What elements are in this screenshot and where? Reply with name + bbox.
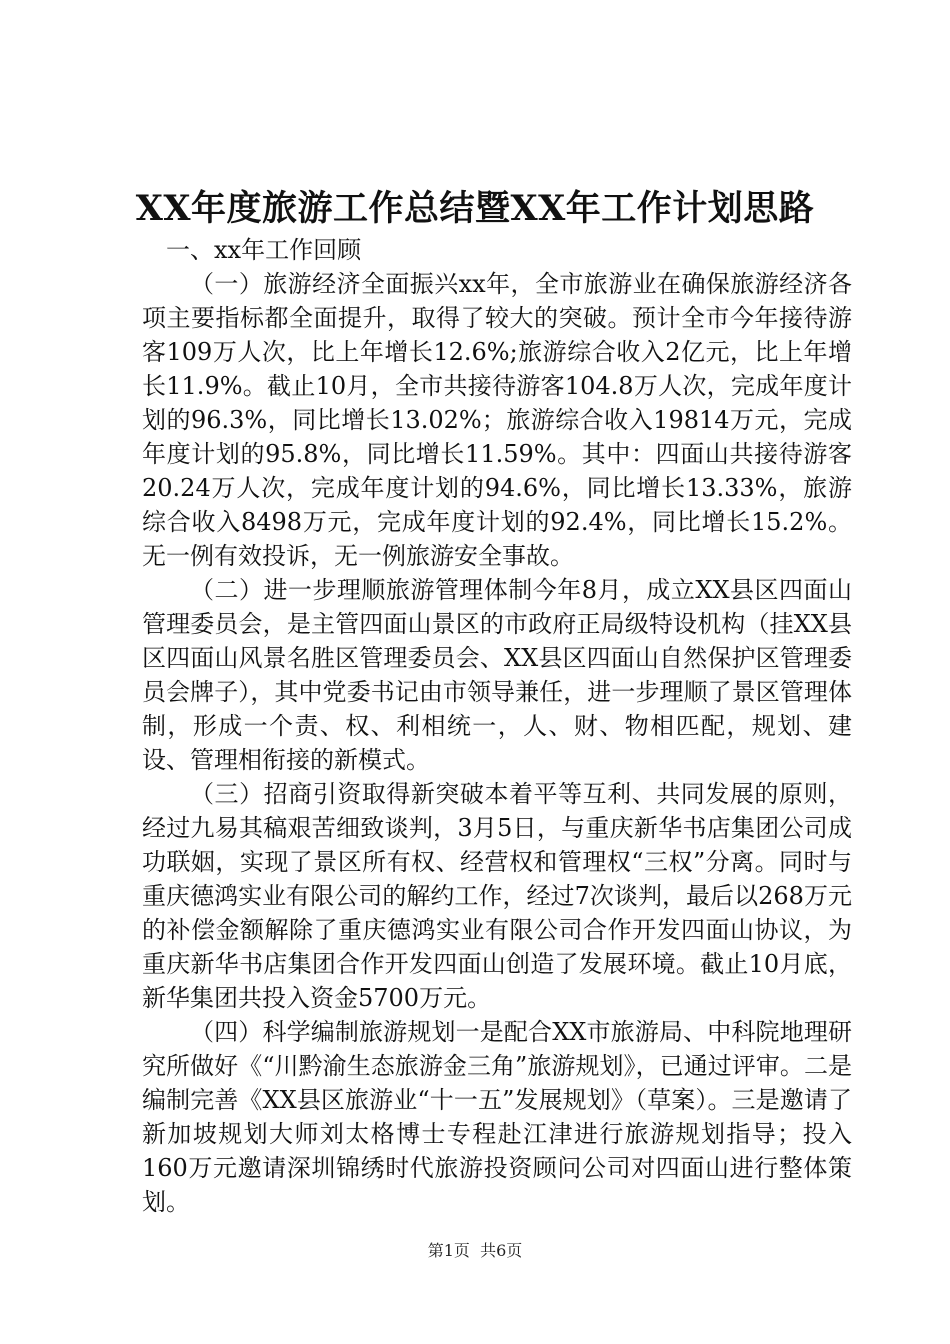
footer-spacer (470, 1241, 480, 1260)
paragraph-tourism-planning: （四）科学编制旅游规划一是配合XX市旅游局、中科院地理研究所做好《“川黔渝生态旅游金三角”旅游规划》，已通过评审。二是编制完善《XX县区旅游业“十一五”发展规划》（草案）。三是邀请了新加坡规划大师刘太格博士专程赴江津进行旅游规划指导；投入160万元邀请深圳锦绣时代旅游投资顾问公司对四面山进行整体策划。 (142, 1018, 852, 1216)
paragraph-tourism-economy: （一）旅游经济全面振兴xx年，全市旅游业在确保旅游经济各项主要指标都全面提升，取得了较大的突破。预计全市今年接待游客109万人次，比上年增长12.6%;旅游综合收入2亿元，比上年增长11.9%。截止10月，全市共接待游客104.8万人次，完成年度计划的96.3%，同比增长13.02%；旅游综合收入19814万元，完成年度计划的95.8%，同比增长11.59%。其中：四面山共接待游客20.24万人次，完成年度计划的94.6%，同比增长13.33%，旅游综合收入8498万元，完成年度计划的92.4%，同比增长15.2%。无一例有效投诉，无一例旅游安全事故。 (142, 270, 852, 570)
page-total: 共6页 (480, 1241, 523, 1260)
document-title: XX年度旅游工作总结暨XX年工作计划思路 (135, 188, 815, 229)
document-body (142, 233, 852, 1219)
paragraph-investment: （三）招商引资取得新突破本着平等互利、共同发展的原则，经过九易其稿艰苦细致谈判，3月5日，与重庆新华书店集团公司成功联姻，实现了景区所有权、经营权和管理权“三权”分离。同时与重庆德鸿实业有限公司的解约工作，经过7次谈判，最后以268万元的补偿金额解除了重庆德鸿实业有限公司合作开发四面山协议，为重庆新华书店集团合作开发四面山创造了发展环境。截止10月底，新华集团共投入资金5700万元。 (142, 780, 852, 1012)
page-footer (0, 1240, 950, 1262)
paragraph-management-system: （二）进一步理顺旅游管理体制今年8月，成立XX县区四面山管理委员会，是主管四面山景区的市政府正局级特设机构（挂XX县区四面山风景名胜区管理委员会、XX县区四面山自然保护区管理委员会牌子），其中党委书记由市领导兼任，进一步理顺了景区管理体制，形成一个责、权、利相统一，人、财、物相匹配，规划、建设、管理相衔接的新模式。 (142, 576, 852, 774)
section-heading: 一、xx年工作回顾 (166, 236, 362, 264)
page-number: 第1页 (427, 1241, 470, 1260)
